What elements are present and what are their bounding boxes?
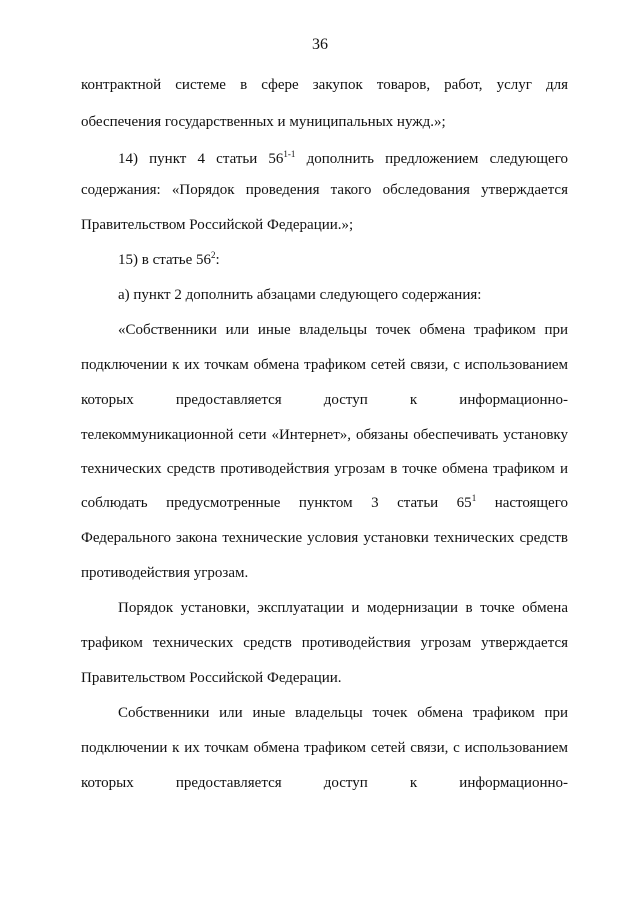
text-line: подключении к их точкам обмена трафиком сетей связи, с использованием xyxy=(81,357,568,373)
superscript: 1 xyxy=(471,493,477,503)
superscript: 1-1 xyxy=(283,149,296,159)
text-line: подключении к их точкам обмена трафиком сетей связи, с использованием xyxy=(81,740,568,756)
text-line: а) пункт 2 дополнить абзацами следующего содержания: xyxy=(118,287,482,303)
text-line: содержания: «Порядок проведения такого обследования утверждается xyxy=(81,182,568,198)
text-line: обеспечения государственных и муниципальных нужд.»; xyxy=(81,114,446,130)
text-line: контрактной системе в сфере закупок товаров, работ, услуг для xyxy=(81,77,568,93)
text-line: 14) пункт 4 статьи 56$^{1-1}$ дополнить предложением следующего xyxy=(118,149,568,167)
text-line: Федерального закона технические условия установки технических средств xyxy=(81,530,568,546)
text-line: трафиком технических средств противодействия угрозам утверждается xyxy=(81,635,568,651)
text-line: Правительством Российской Федерации.»; xyxy=(81,217,354,233)
text-line: Собственники или иные владельцы точек обмена трафиком при xyxy=(118,705,568,721)
page-number: 36 xyxy=(312,36,328,53)
text-line: технических средств противодействия угрозам в точке обмена трафиком и xyxy=(81,461,568,477)
text-line: 15) в статье $56^2$: xyxy=(118,250,220,268)
text-line: которых предоставляется доступ к информационно- xyxy=(81,392,568,408)
text-line: соблюдать предусмотренные пунктом 3 статьи $65^1$ настоящего xyxy=(81,493,568,511)
superscript: 2 xyxy=(211,250,216,260)
text-line: которых предоставляется доступ к информационно- xyxy=(81,775,568,791)
text-line: «Собственники или иные владельцы точек обмена трафиком при xyxy=(118,322,568,338)
text-line: Порядок установки, эксплуатации и модернизации в точке обмена xyxy=(118,600,568,616)
text-line: противодействия угрозам. xyxy=(81,565,249,581)
text-line: телекоммуникационной сети «Интернет», обязаны обеспечивать установку xyxy=(81,427,568,443)
text-line: Правительством Российской Федерации. xyxy=(81,670,342,686)
